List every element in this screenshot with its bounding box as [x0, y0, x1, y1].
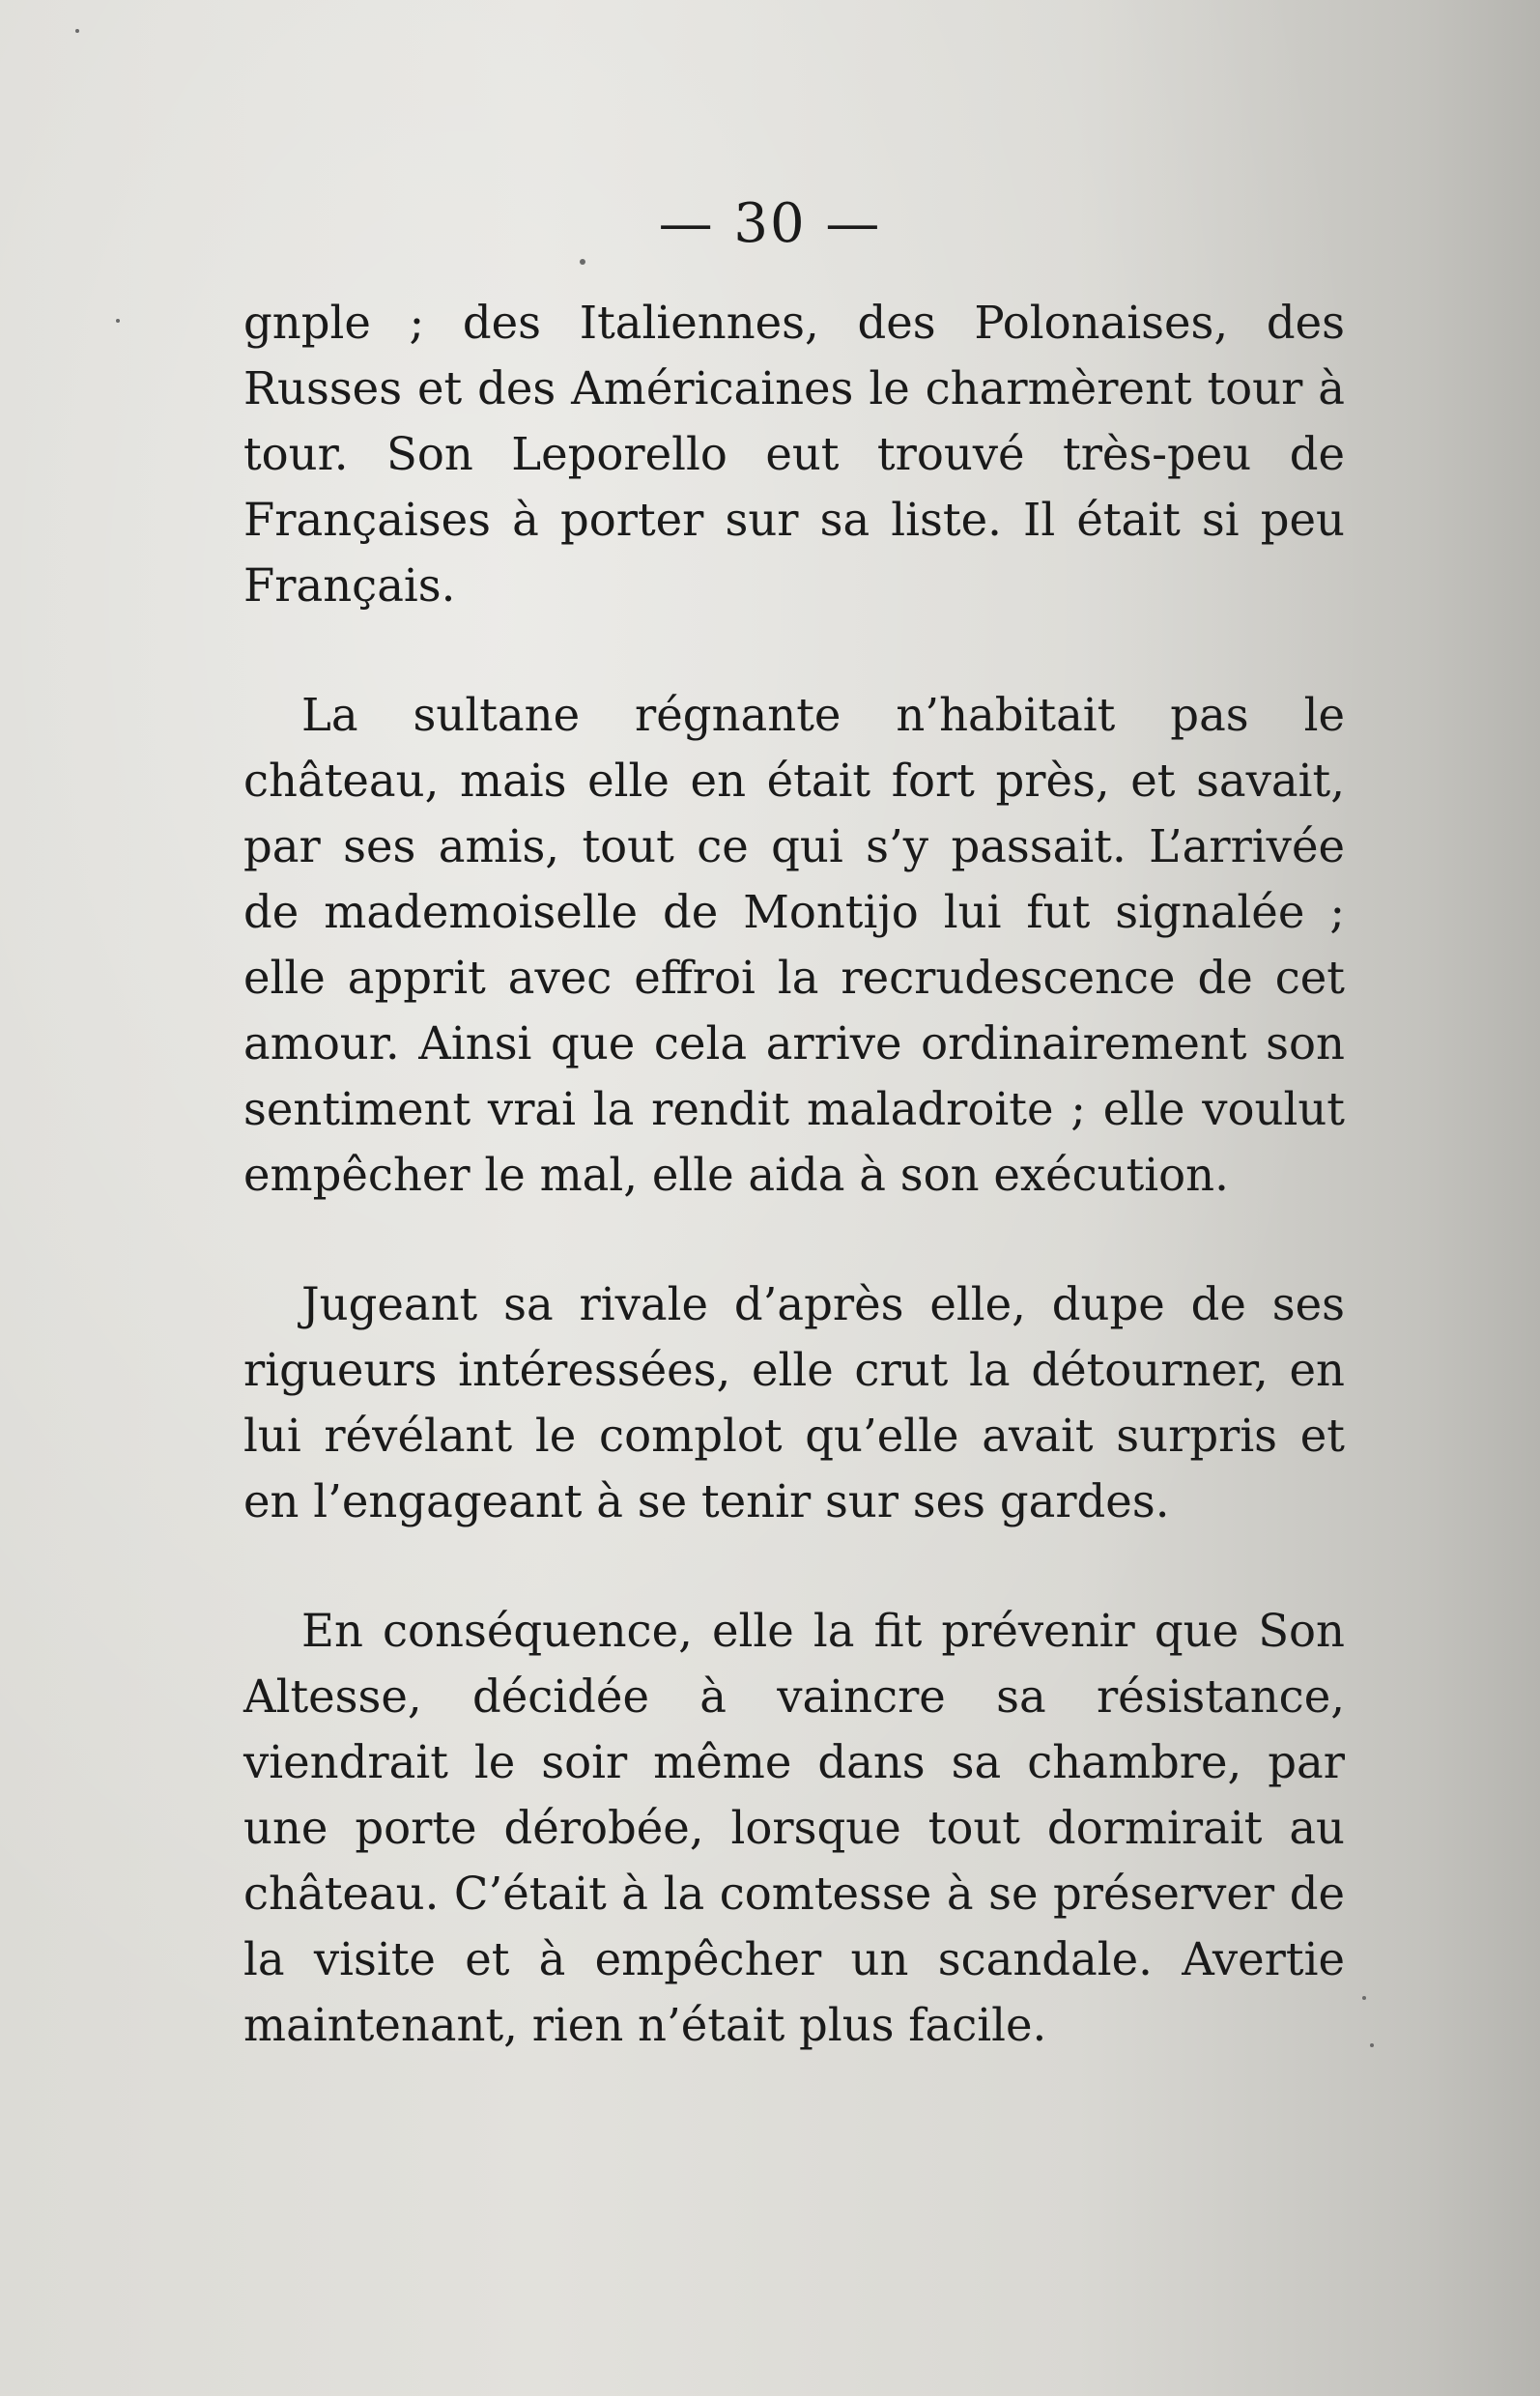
paper-speck: [116, 319, 120, 323]
page-number: — 30 —: [658, 192, 882, 255]
paragraph-2: La sultane régnante n’habitait pas le château, mais elle en était fort près, et savait, par ses amis, tout ce qui s’y passait. L’arrivée de mademoiselle de Montijo lui fut signalée ; elle apprit avec effroi la recrudescence de cet amour. Ainsi que cela arrive ordinairement son sentiment vrai la rendit maladroite ; elle voulut empêcher le mal, elle aida à son exécution.: [243, 689, 1345, 1201]
paragraph-3: Jugeant sa rivale d’après elle, dupe de ses rigueurs intéressées, elle crut la détourner, en lui révélant le complot qu’elle avait surpris et en l’engageant à se tenir sur ses gardes.: [243, 1278, 1345, 1527]
paragraph-4: En conséquence, elle la fit prévenir que Son Altesse, décidée à vaincre sa résistance, viendrait le soir même dans sa chambre, par une porte dérobée, lorsque tout dormirait au château. C’était à la comtesse à se préserver de la visite et à empêcher un scandale. Avertie maintenant, rien n’était plus facile.: [243, 1605, 1345, 2051]
paper-speck: [1370, 2043, 1374, 2047]
paragraph-1: gnple ; des Italiennes, des Polonaises, des Russes et des Américaines le charmèrent tour à tour. Son Leporello eut trouvé très-peu de Françaises à porter sur sa liste. Il était si peu Français.: [243, 297, 1345, 612]
paper-speck: [1362, 1996, 1366, 2000]
body-text: [243, 290, 1345, 2122]
paper-speck: [75, 29, 79, 33]
paper-speck: [580, 259, 585, 265]
